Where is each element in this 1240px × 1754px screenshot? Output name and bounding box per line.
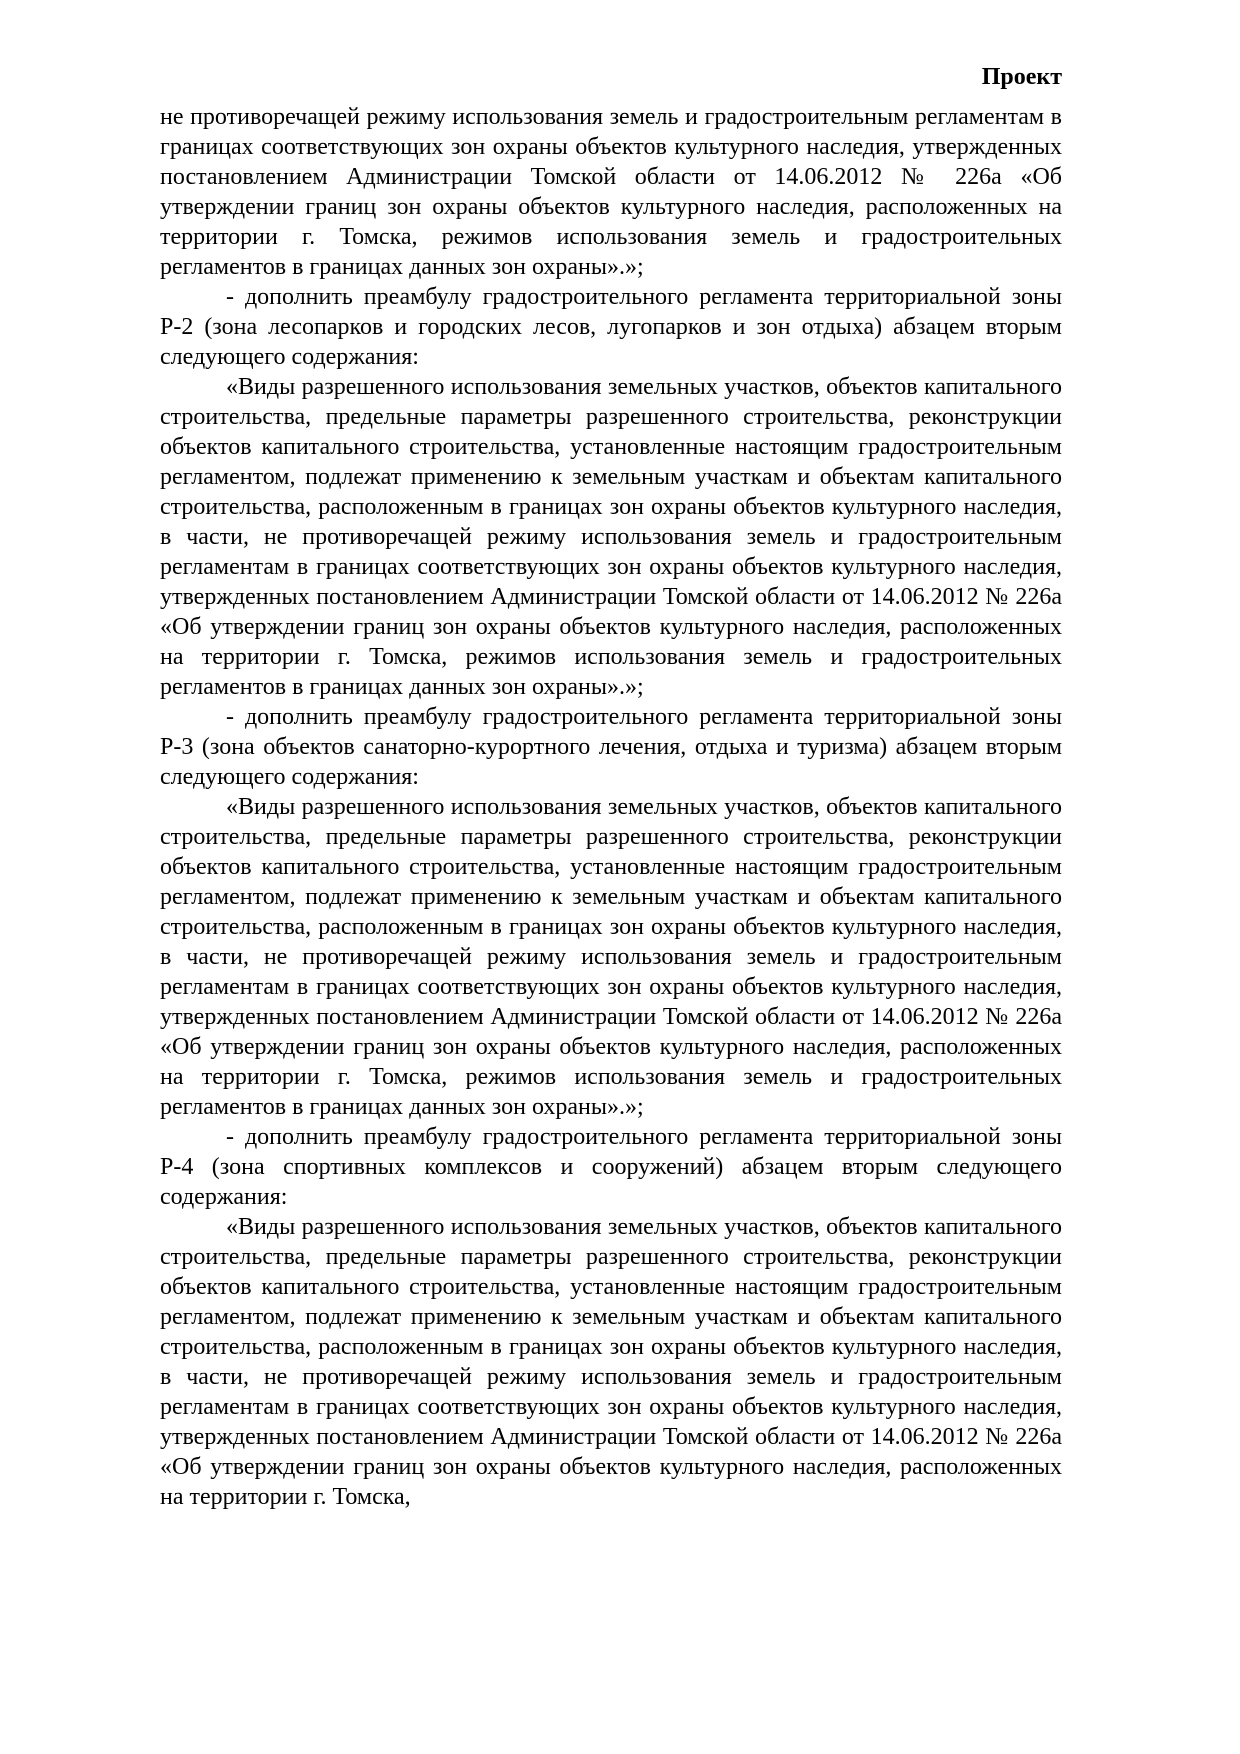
body-paragraph-amend-zone-r3: - дополнить преамбулу градостроительного регламента территориальной зоны Р-3 (зона объектов санаторно-курортного лечения, отдыха и туризма) абзацем вторым следующего содержания: bbox=[160, 704, 1062, 790]
body-paragraph-quoted-regulation-r2: «Виды разрешенного использования земельных участков, объектов капитального строительства, предельные параметры разрешенного строительства, реконструкции объектов капитального строительства, установленные настоящим градостроительным регламентом, подлежат применению к земельным участкам и объектам капитального строительства, расположенным в границах зон охраны объектов культурного наследия, в части, не противоречащей режиму использования земель и градостроительным регламентам в границах соответствующих зон охраны объектов культурного наследия, утвержденных постановлением Администрации Томской области от 14.06.2012 № 226а «Об утверждении границ зон охраны объектов культурного наследия, расположенных на территории г. Томска, режимов использования земель и градостроительных регламентов в границах данных зон охраны».»; bbox=[160, 374, 1062, 700]
body-paragraph-amend-zone-r2: - дополнить преамбулу градостроительного регламента территориальной зоны Р-2 (зона лесопарков и городских лесов, лугопарков и зон отдыха) абзацем вторым следующего содержания: bbox=[160, 284, 1062, 370]
body-paragraph-amend-zone-r4: - дополнить преамбулу градостроительного регламента территориальной зоны Р-4 (зона спортивных комплексов и сооружений) абзацем вторым следующего содержания: bbox=[160, 1124, 1062, 1210]
body-paragraph-continuation: не противоречащей режиму использования земель и градостроительным регламентам в границах соответствующих зон охраны объектов культурного наследия, утвержденных постановлением Администрации Томской области от 14.06.2012 № 226а «Об утверждении границ зон охраны объектов культурного наследия, расположенных на территории г. Томска, режимов использования земель и градостроительных регламентов в границах данных зон охраны».»; bbox=[160, 104, 1062, 280]
document-header-label: Проект bbox=[981, 64, 1062, 90]
body-paragraph-quoted-regulation-r3: «Виды разрешенного использования земельных участков, объектов капитального строительства, предельные параметры разрешенного строительства, реконструкции объектов капитального строительства, установленные настоящим градостроительным регламентом, подлежат применению к земельным участкам и объектам капитального строительства, расположенным в границах зон охраны объектов культурного наследия, в части, не противоречащей режиму использования земель и градостроительным регламентам в границах соответствующих зон охраны объектов культурного наследия, утвержденных постановлением Администрации Томской области от 14.06.2012 № 226а «Об утверждении границ зон охраны объектов культурного наследия, расположенных на территории г. Томска, режимов использования земель и градостроительных регламентов в границах данных зон охраны».»; bbox=[160, 794, 1062, 1120]
body-paragraph-quoted-regulation-r4: «Виды разрешенного использования земельных участков, объектов капитального строительства, предельные параметры разрешенного строительства, реконструкции объектов капитального строительства, установленные настоящим градостроительным регламентом, подлежат применению к земельным участкам и объектам капитального строительства, расположенным в границах зон охраны объектов культурного наследия, в части, не противоречащей режиму использования земель и градостроительным регламентам в границах соответствующих зон охраны объектов культурного наследия, утвержденных постановлением Администрации Томской области от 14.06.2012 № 226а «Об утверждении границ зон охраны объектов культурного наследия, расположенных на территории г. Томска, bbox=[160, 1214, 1062, 1510]
